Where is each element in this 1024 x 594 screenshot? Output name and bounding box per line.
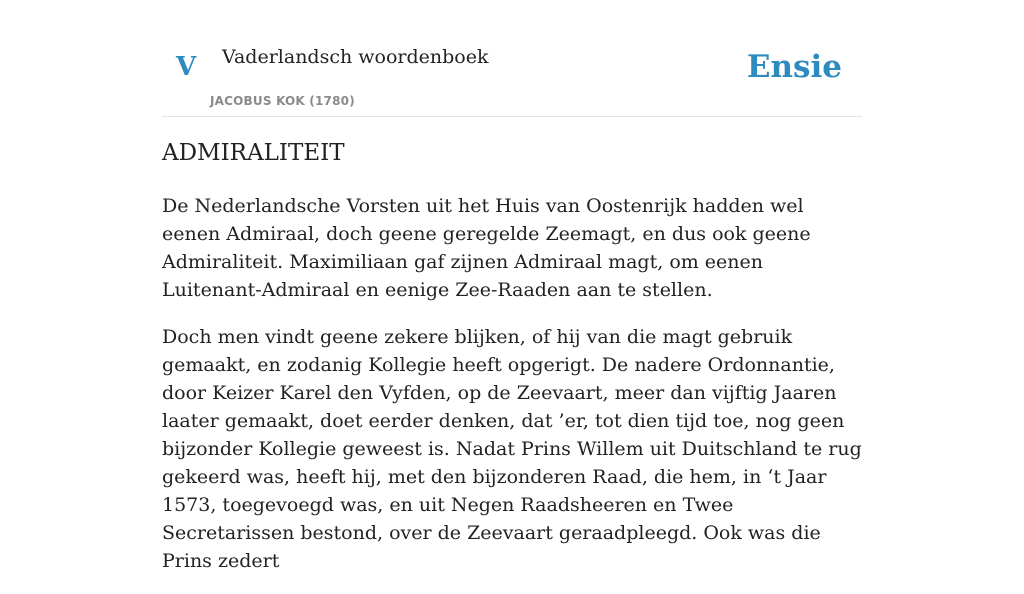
entry-paragraph: Doch men vindt geene zekere blijken, of hij van die magt gebruik gemaakt, en zodanig Kollegie heeft opgerigt. De nadere Ordonnantie, door Keizer Karel den Vyfden, op de Zeevaart, meer dan vijftig Jaaren laater gemaakt, doet eerder denken, dat ’er, tot dien tijd toe, nog geen bijzonder Kollegie geweest is. Nadat Prins Willem uit Duitschland te rug gekeerd was, heeft hij, met den bijzonderen Raad, die hem, in ‘t Jaar 1573, toegevoegd was, en uit Negen Raadsheeren en Twee Secretarissen bestond, over de Zeevaart geraadpleegd. Ook was die Prins zedert (162, 326, 862, 572)
book-header (162, 0, 862, 117)
book-title-link[interactable]: Vaderlandsch woordenboek (222, 46, 489, 68)
entry-title: ADMIRALITEIT (162, 140, 345, 166)
entry-body (162, 192, 862, 594)
entry-paragraph: De Nederlandsche Vorsten uit het Huis van Oostenrijk hadden wel eenen Admiraal, doch geene geregelde Zeemagt, en dus ook geene Admiraliteit. Maximiliaan gaf zijnen Admiraal magt, om eenen Luitenant-Admiraal en eenige Zee-Raaden aan te stellen. (162, 195, 811, 301)
ensie-logo[interactable]: Ensie (746, 49, 842, 85)
book-letter-icon[interactable]: V (176, 52, 197, 82)
book-author: JACOBUS KOK (1780) (210, 94, 355, 108)
